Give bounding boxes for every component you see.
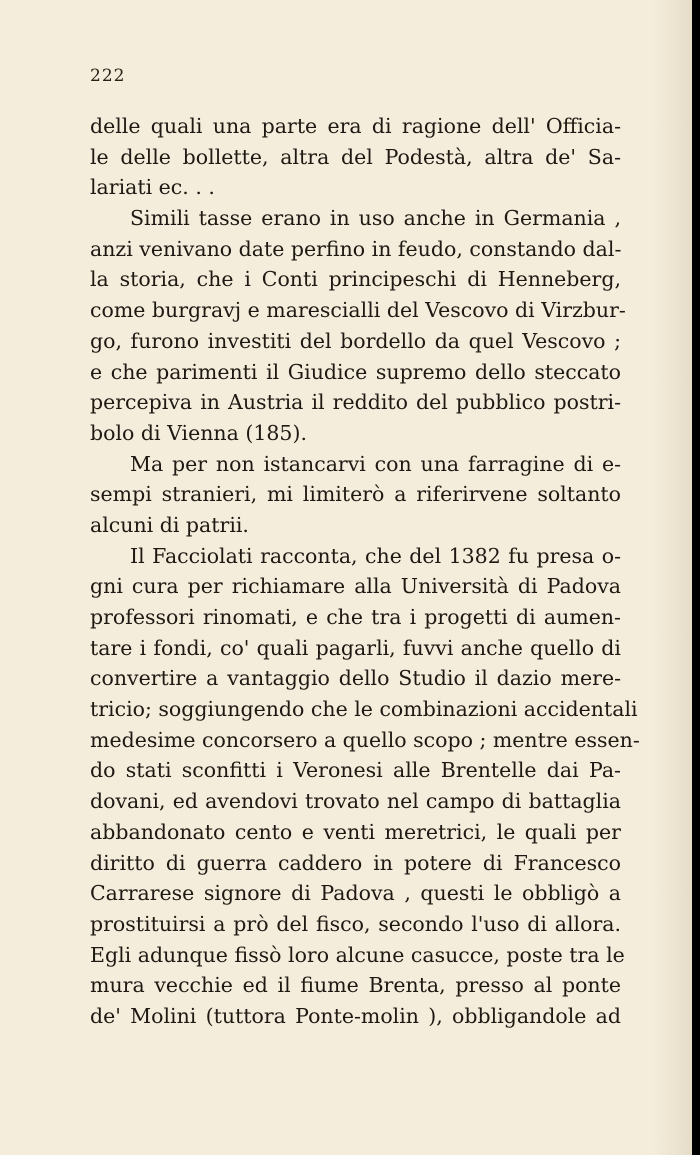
text-line: sempi stranieri, mi limiterò a riferirvene soltanto <box>90 482 621 507</box>
text-line: diritto di guerra caddero in potere di Francesco <box>90 850 621 875</box>
text-line: delle quali una parte era di ragione dell' Officia- <box>90 114 621 138</box>
text-line: de' Molini (tuttora Ponte-molin ), obbligandole ad <box>90 1003 621 1028</box>
text-line: come burgravj e marescialli del Vescovo di Virzbur- <box>90 298 626 323</box>
text-line: Il Facciolati racconta, che del 1382 fu presa o- <box>130 543 621 568</box>
text-line: convertire a vantaggio dello Studio il dazio mere- <box>90 666 621 691</box>
text-line: medesime concorsero a quello scopo ; mentre essen- <box>90 727 640 752</box>
text-line: Egli adunque fissò loro alcune casucce, poste tra le <box>90 942 625 967</box>
text-line: tare i fondi, co' quali pagarli, fuvvi anche quello di <box>90 635 621 660</box>
text-line: prostituirsi a prò del fisco, secondo l'uso di allora. <box>90 911 621 936</box>
text-line: percepiva in Austria il reddito del pubblico postri- <box>90 390 621 415</box>
text-line: bolo di Vienna (185). <box>90 420 307 445</box>
body-text <box>90 111 640 1032</box>
text-line: gni cura per richiamare alla Università di Padova <box>90 574 621 599</box>
text-line: e che parimenti il Giudice supremo dello steccato <box>90 359 621 384</box>
page-number: 222 <box>90 66 126 86</box>
text-line: Carrarese signore di Padova , questi le obbligò a <box>90 881 621 906</box>
text-line: go, furono investiti del bordello da quel Vescovo ; <box>90 328 621 353</box>
text-line: le delle bollette, altra del Podestà, altra de' Sa- <box>90 144 621 169</box>
text-line: Simili tasse erano in uso anche in Germania , <box>130 206 621 231</box>
text-line: la storia, che i Conti principeschi di Henneberg, <box>90 267 621 292</box>
text-line: mura vecchie ed il fiume Brenta, presso al ponte <box>90 973 621 998</box>
text-line: dovani, ed avendovi trovato nel campo di battaglia <box>90 789 621 814</box>
text-line: do stati sconfitti i Veronesi alle Brentelle dai Pa- <box>90 758 621 783</box>
text-line: lariati ec. . . <box>90 175 215 200</box>
text-line: alcuni di patrii. <box>90 512 249 537</box>
text-line: abbandonato cento e venti meretrici, le quali per <box>90 819 621 844</box>
text-line: professori rinomati, e che tra i progetti di aumen- <box>90 605 621 629</box>
text-line: anzi venivano date perfino in feudo, constando dal- <box>90 236 622 261</box>
text-line: Ma per non istancarvi con una farragine di e- <box>130 451 621 476</box>
text-line: tricio; soggiungendo che le combinazioni accidentali <box>90 697 638 722</box>
